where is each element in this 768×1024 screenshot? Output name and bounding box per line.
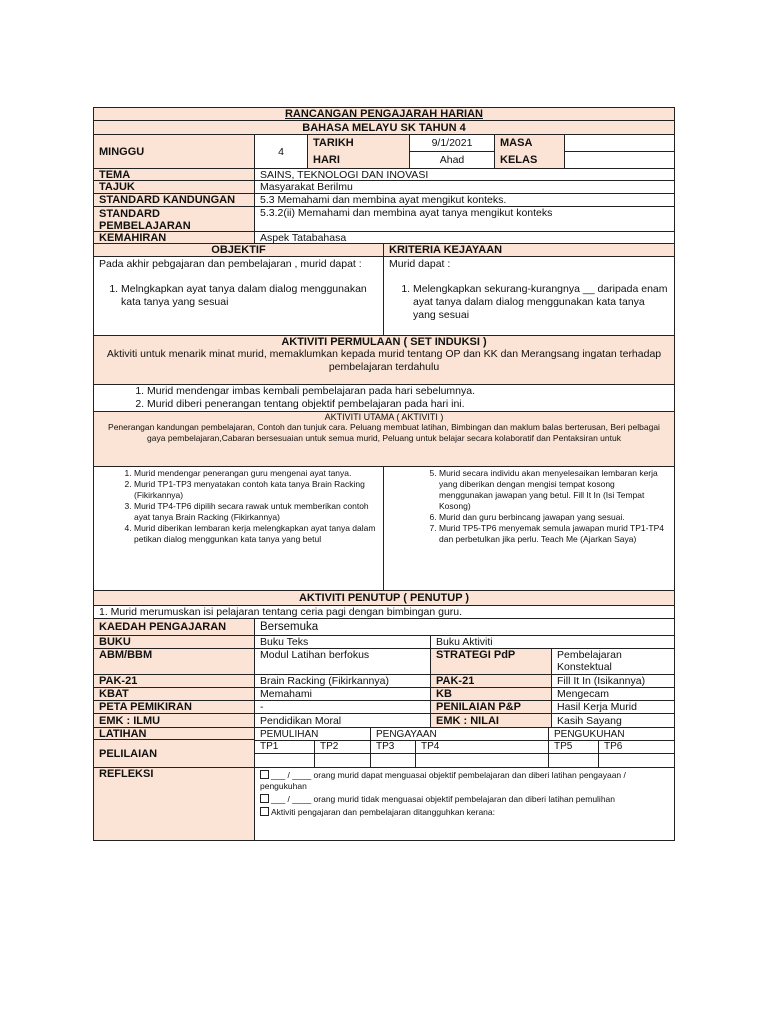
refleksi-line-1: ___ / ____ orang murid dapat menguasai objektif pembelajaran dan diberi latihan pengayaan / pengukuhan: [260, 770, 626, 791]
abm-label: ABM/BBM: [99, 649, 153, 661]
emk-row: [94, 714, 674, 728]
rph-sheet: [93, 107, 675, 841]
kriteria-item: 1. Melengkapkan sekurang-kurangnya __ daripada enam ayat tanya dalam dialog menggunakan kata tanya yang sesuai: [413, 283, 669, 322]
kemahiran-value: Aspek Tatabahasa: [260, 232, 347, 243]
kemahiran-row: [94, 232, 674, 244]
utama-item: 3. Murid TP4-TP6 dipilih secara rawak untuk memberikan contoh ayat tanya Brain Racking (Fikirkannya): [134, 501, 378, 523]
subject-title: BAHASA MELAYU SK TAHUN 4: [302, 121, 466, 134]
checkbox-icon[interactable]: [260, 794, 269, 803]
page-title: RANCANGAN PENGAJARAH HARIAN: [284, 108, 483, 120]
minggu-value: 4: [278, 145, 284, 158]
checkbox-icon[interactable]: [260, 807, 269, 816]
objektif-item: 1. Melngkapkan ayat tanya dalam dialog menggunakan kata tanya yang sesuai: [121, 283, 378, 309]
minggu-row: [94, 135, 674, 169]
permulaan-body-row: [94, 385, 674, 412]
utama-item: 5. Murid secara individu akan menyelesaikan lembaran kerja yang diberikan dengan mengisi tempat kosong menggunakan jawapan yang betul. Fill It In (Isi Tempat Kosong): [439, 468, 669, 512]
pemulihan-label: PEMULIHAN: [260, 728, 319, 740]
tp4-label: TP4: [421, 741, 440, 752]
kelas-label: KELAS: [500, 153, 538, 166]
tp1-label: TP1: [260, 741, 279, 752]
latihan-label: LATIHAN: [99, 728, 147, 740]
tarikh-label: TARIKH: [313, 137, 354, 149]
emk-nilai-value: Kasih Sayang: [557, 714, 622, 727]
utama-heading: AKTIVITI UTAMA ( AKTIVITI ): [324, 412, 444, 422]
buku-value-2: Buku Aktiviti: [436, 636, 493, 648]
sk-value: 5.3 Memahami dan membina ayat mengikut konteks.: [260, 194, 507, 206]
kriteria-intro: Murid dapat :: [389, 258, 451, 270]
hari-value: Ahad: [439, 153, 465, 166]
sk-label: STANDARD KANDUNGAN: [99, 194, 236, 206]
pak-value: Brain Racking (Fikirkannya): [260, 675, 389, 687]
tp2-entry[interactable]: [315, 753, 371, 767]
emk-ilmu-label: EMK : ILMU: [99, 714, 161, 727]
objektif-list: [99, 283, 378, 309]
kaedah-row: [94, 619, 674, 636]
peta-row: [94, 701, 674, 714]
penutup-heading-row: [94, 591, 674, 606]
objektif-body-row: [94, 257, 674, 336]
kaedah-label: KAEDAH PENGAJARAN: [99, 621, 227, 633]
sk-row: [94, 194, 674, 207]
utama-desc: Penerangan kandungan pembelajaran, Contoh dan tunjuk cara. Peluang membuat latihan, Bimbingan dan maklum balas berterusan, Beri pelbagai gaya pembelajaran,Cabaran bersesuaian untuk semua murid, Peluang untuk belajar secara kolaboratif dan Pentaksiran untuk: [108, 422, 660, 443]
tajuk-value: Masyarakat Berilmu: [260, 181, 353, 193]
utama-body-row: [94, 467, 674, 591]
kbat-label: KBAT: [99, 688, 129, 700]
tema-row: [94, 169, 674, 181]
title-row: [94, 108, 674, 121]
penilaian-label: PENILAIAN P&P: [436, 701, 521, 713]
pak2-value: Fill It In (Isikannya): [557, 675, 646, 687]
tp6-entry[interactable]: [599, 753, 674, 767]
abm-value: Modul Latihan berfokus: [260, 649, 370, 661]
objektif-heading: OBJEKTIF: [211, 244, 266, 256]
kaedah-value: Bersemuka: [260, 621, 319, 633]
strategi-value: Pembelajaran Konstektual: [557, 649, 622, 673]
subject-row: [94, 121, 674, 135]
kemahiran-label: KEMAHIRAN: [99, 232, 167, 243]
tp4-entry[interactable]: [416, 753, 549, 767]
utama-item: 7. Murid TP5-TP6 menyemak semula jawapan murid TP1-TP4 dan perbetulkan jika perlu. Teach Me (Ajarkan Saya): [439, 523, 669, 545]
pengayaan-label: PENGAYAAN: [376, 728, 437, 740]
tp6-label: TP6: [604, 741, 623, 752]
peta-label: PETA PEMIKIRAN: [99, 701, 192, 713]
abm-row: [94, 649, 674, 675]
permulaan-desc: Aktiviti untuk menarik minat murid, memaklumkan kepada murid tentang OP dan KK dan Merangsang ingatan terhadap pembelajaran terdahulu: [106, 348, 662, 373]
utama-item: 4. Murid diberikan lembaran kerja melengkapkan ayat tanya dalam petikan dialog menggunkan kata tanya yang betul: [134, 523, 378, 545]
tp2-label: TP2: [320, 741, 339, 752]
permulaan-item: 2. Murid diberi penerangan tentang objektif pembelajaran pada hari ini.: [147, 398, 669, 411]
kb-label: KB: [436, 688, 452, 700]
kbat-row: [94, 688, 674, 701]
pak-row: [94, 675, 674, 688]
refleksi-label: REFLEKSI: [99, 768, 154, 780]
utama-item: 6. Murid dan guru berbincang jawapan yang sesuai.: [439, 512, 669, 523]
pak2-label: PAK-21: [436, 675, 475, 687]
hari-label: HARI: [313, 153, 340, 166]
permulaan-heading: AKTIVITI PERMULAAN ( SET INDUKSI ): [281, 336, 487, 348]
objektif-heading-row: [94, 244, 674, 257]
sp-label: STANDARD PEMBELAJARAN: [99, 208, 191, 231]
buku-row: [94, 636, 674, 649]
permulaan-item: 1. Murid mendengar imbas kembali pembelajaran pada hari sebelumnya.: [147, 385, 669, 398]
peta-value: -: [260, 701, 264, 713]
tajuk-label: TAJUK: [99, 181, 135, 193]
permulaan-heading-row: [94, 336, 674, 385]
utama-heading-row: [94, 412, 674, 467]
strategi-label: STRATEGI PdP: [436, 649, 516, 661]
tema-value: SAINS, TEKNOLOGI DAN INOVASI: [260, 169, 429, 180]
buku-value-1: Buku Teks: [260, 636, 309, 648]
penilaian-value: Hasil Kerja Murid: [557, 701, 637, 713]
pelilaian-label: PELILAIAN: [99, 747, 158, 760]
tema-label: TEMA: [99, 169, 131, 180]
permulaan-list: [99, 385, 669, 411]
tp3-entry[interactable]: [371, 753, 416, 767]
utama-item: 1. Murid mendengar penerangan guru mengenai ayat tanya.: [134, 468, 378, 479]
kbat-value: Memahami: [260, 688, 312, 700]
penutup-body-row: [94, 606, 674, 619]
refleksi-row: [94, 768, 674, 840]
tp1-entry[interactable]: [255, 753, 315, 767]
refleksi-line-3: Aktiviti pengajaran dan pembelajaran ditangguhkan kerana:: [271, 807, 495, 817]
kriteria-heading: KRITERIA KEJAYAAN: [389, 244, 503, 256]
penutup-heading: AKTIVITI PENUTUP ( PENUTUP ): [298, 592, 470, 604]
emk-ilmu-value: Pendidikan Moral: [260, 714, 342, 727]
pak-label: PAK-21: [99, 675, 138, 687]
emk-nilai-label: EMK : NILAI: [436, 714, 499, 727]
utama-left-list: [99, 468, 378, 545]
tp5-label: TP5: [554, 741, 573, 752]
sp-row: [94, 207, 674, 232]
buku-label: BUKU: [99, 636, 131, 648]
utama-right-list: [389, 468, 669, 545]
tarikh-value: 9/1/2021: [431, 137, 473, 149]
minggu-label: MINGGU: [99, 145, 145, 158]
pengukuhan-label: PENGUKUHAN: [554, 728, 625, 740]
objektif-intro: Pada akhir pebgajaran dan pembelajaran , murid dapat :: [99, 258, 362, 270]
latihan-block: [94, 728, 674, 768]
tp3-label: TP3: [376, 741, 395, 752]
tajuk-row: [94, 181, 674, 194]
masa-label: MASA: [500, 137, 533, 149]
sp-value: 5.3.2(ii) Memahami dan membina ayat tanya mengikut konteks: [260, 207, 553, 219]
penutup-item: 1. Murid merumuskan isi pelajaran tentang ceria pagi dengan bimbingan guru.: [99, 606, 463, 618]
tp5-entry[interactable]: [549, 753, 599, 767]
utama-item: 2. Murid TP1-TP3 menyatakan contoh kata tanya Brain Racking (Fikirkannya): [134, 479, 378, 501]
kb-value: Mengecam: [557, 688, 609, 700]
kriteria-list: [389, 283, 669, 322]
refleksi-line-2: ___ / ____ orang murid tidak menguasai objektif pembelajaran dan diberi latihan pemulihan: [271, 794, 616, 804]
checkbox-icon[interactable]: [260, 770, 269, 779]
